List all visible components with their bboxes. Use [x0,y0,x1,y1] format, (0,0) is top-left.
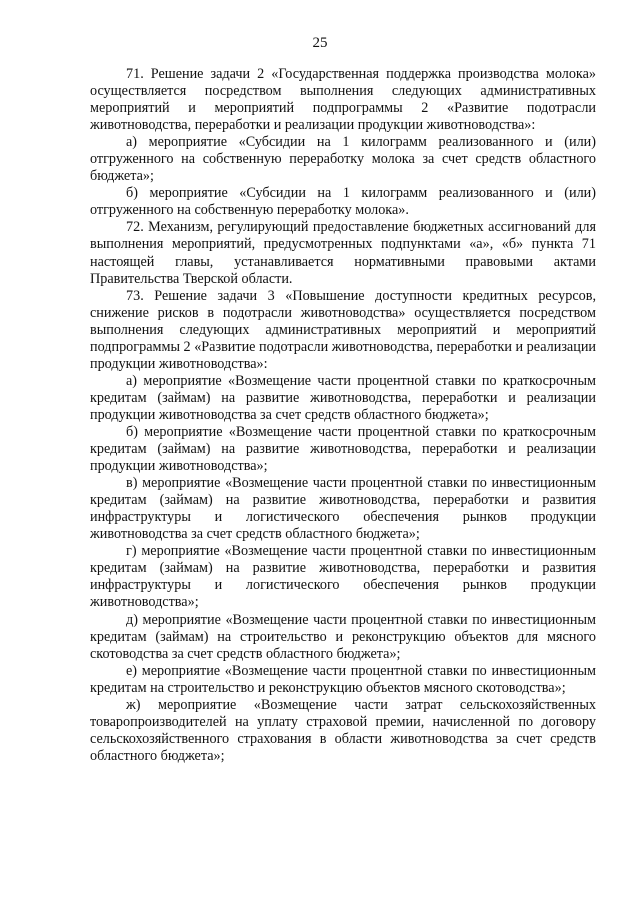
paragraph-71-b: б) мероприятие «Субсидии на 1 килограмм реализованного и (или) отгруженного на собственную переработку молока». [90,185,596,219]
paragraph-73-v: в) мероприятие «Возмещение части процентной ставки по инвестиционным кредитам (займам) на развитие животноводства, переработки и развития инфраструктуры и логистического обеспечения рынков продукции животноводства за счет средств областного бюджета»; [90,475,596,543]
paragraph-71: 71. Решение задачи 2 «Государственная поддержка производства молока» осуществляется посредством выполнения следующих административных мероприятий и мероприятий подпрограммы 2 «Развитие подотрасли животноводства, переработки и реализации продукции животноводства»: [90,66,596,134]
paragraph-73-a: а) мероприятие «Возмещение части процентной ставки по краткосрочным кредитам (займам) на развитие животноводства, переработки и реализации продукции животноводства за счет средств областного бюджета»; [90,372,596,423]
document-body [90,66,596,765]
paragraph-73-d: д) мероприятие «Возмещение части процентной ставки по инвестиционным кредитам (займам) на строительство и реконструкцию объектов для мясного скотоводства за счет средств областного бюджета»; [90,611,596,662]
paragraph-73-zh: ж) мероприятие «Возмещение части затрат сельскохозяйственных товаропроизводителей на уплату страховой премии, начисленной по договору сельскохозяйственного страхования в области животноводства за счет средств областного бюджета»; [90,696,596,764]
page-number: 25 [312,35,328,51]
paragraph-72: 72. Механизм, регулирующий предоставление бюджетных ассигнований для выполнения мероприятий, предусмотренных подпунктами «а», «б» пункта 71 настоящей главы, устанавливается нормативными правовыми актами Правительства Тверской области. [90,219,596,287]
paragraph-71-a: а) мероприятие «Субсидии на 1 килограмм реализованного и (или) отгруженного на собственную переработку молока за счет средств областного бюджета»; [90,134,596,185]
paragraph-73-e: е) мероприятие «Возмещение части процентной ставки по инвестиционным кредитам на строительство и реконструкцию объектов мясного скотоводства»; [90,662,596,696]
paragraph-73: 73. Решение задачи 3 «Повышение доступности кредитных ресурсов, снижение рисков в подотрасли животноводства» осуществляется посредством выполнения следующих административных мероприятий и мероприятий подпрограммы 2 «Развитие подотрасли животноводства, переработки и реализации продукции животноводства»: [90,287,596,372]
paragraph-73-g: г) мероприятие «Возмещение части процентной ставки по инвестиционным кредитам (займам) на развитие животноводства, переработки и развития инфраструктуры и логистического обеспечения рынков продукции животноводства»; [90,543,596,611]
paragraph-73-b: б) мероприятие «Возмещение части процентной ставки по краткосрочным кредитам (займам) на развитие животноводства, переработки и реализации продукции животноводства»; [90,423,596,475]
